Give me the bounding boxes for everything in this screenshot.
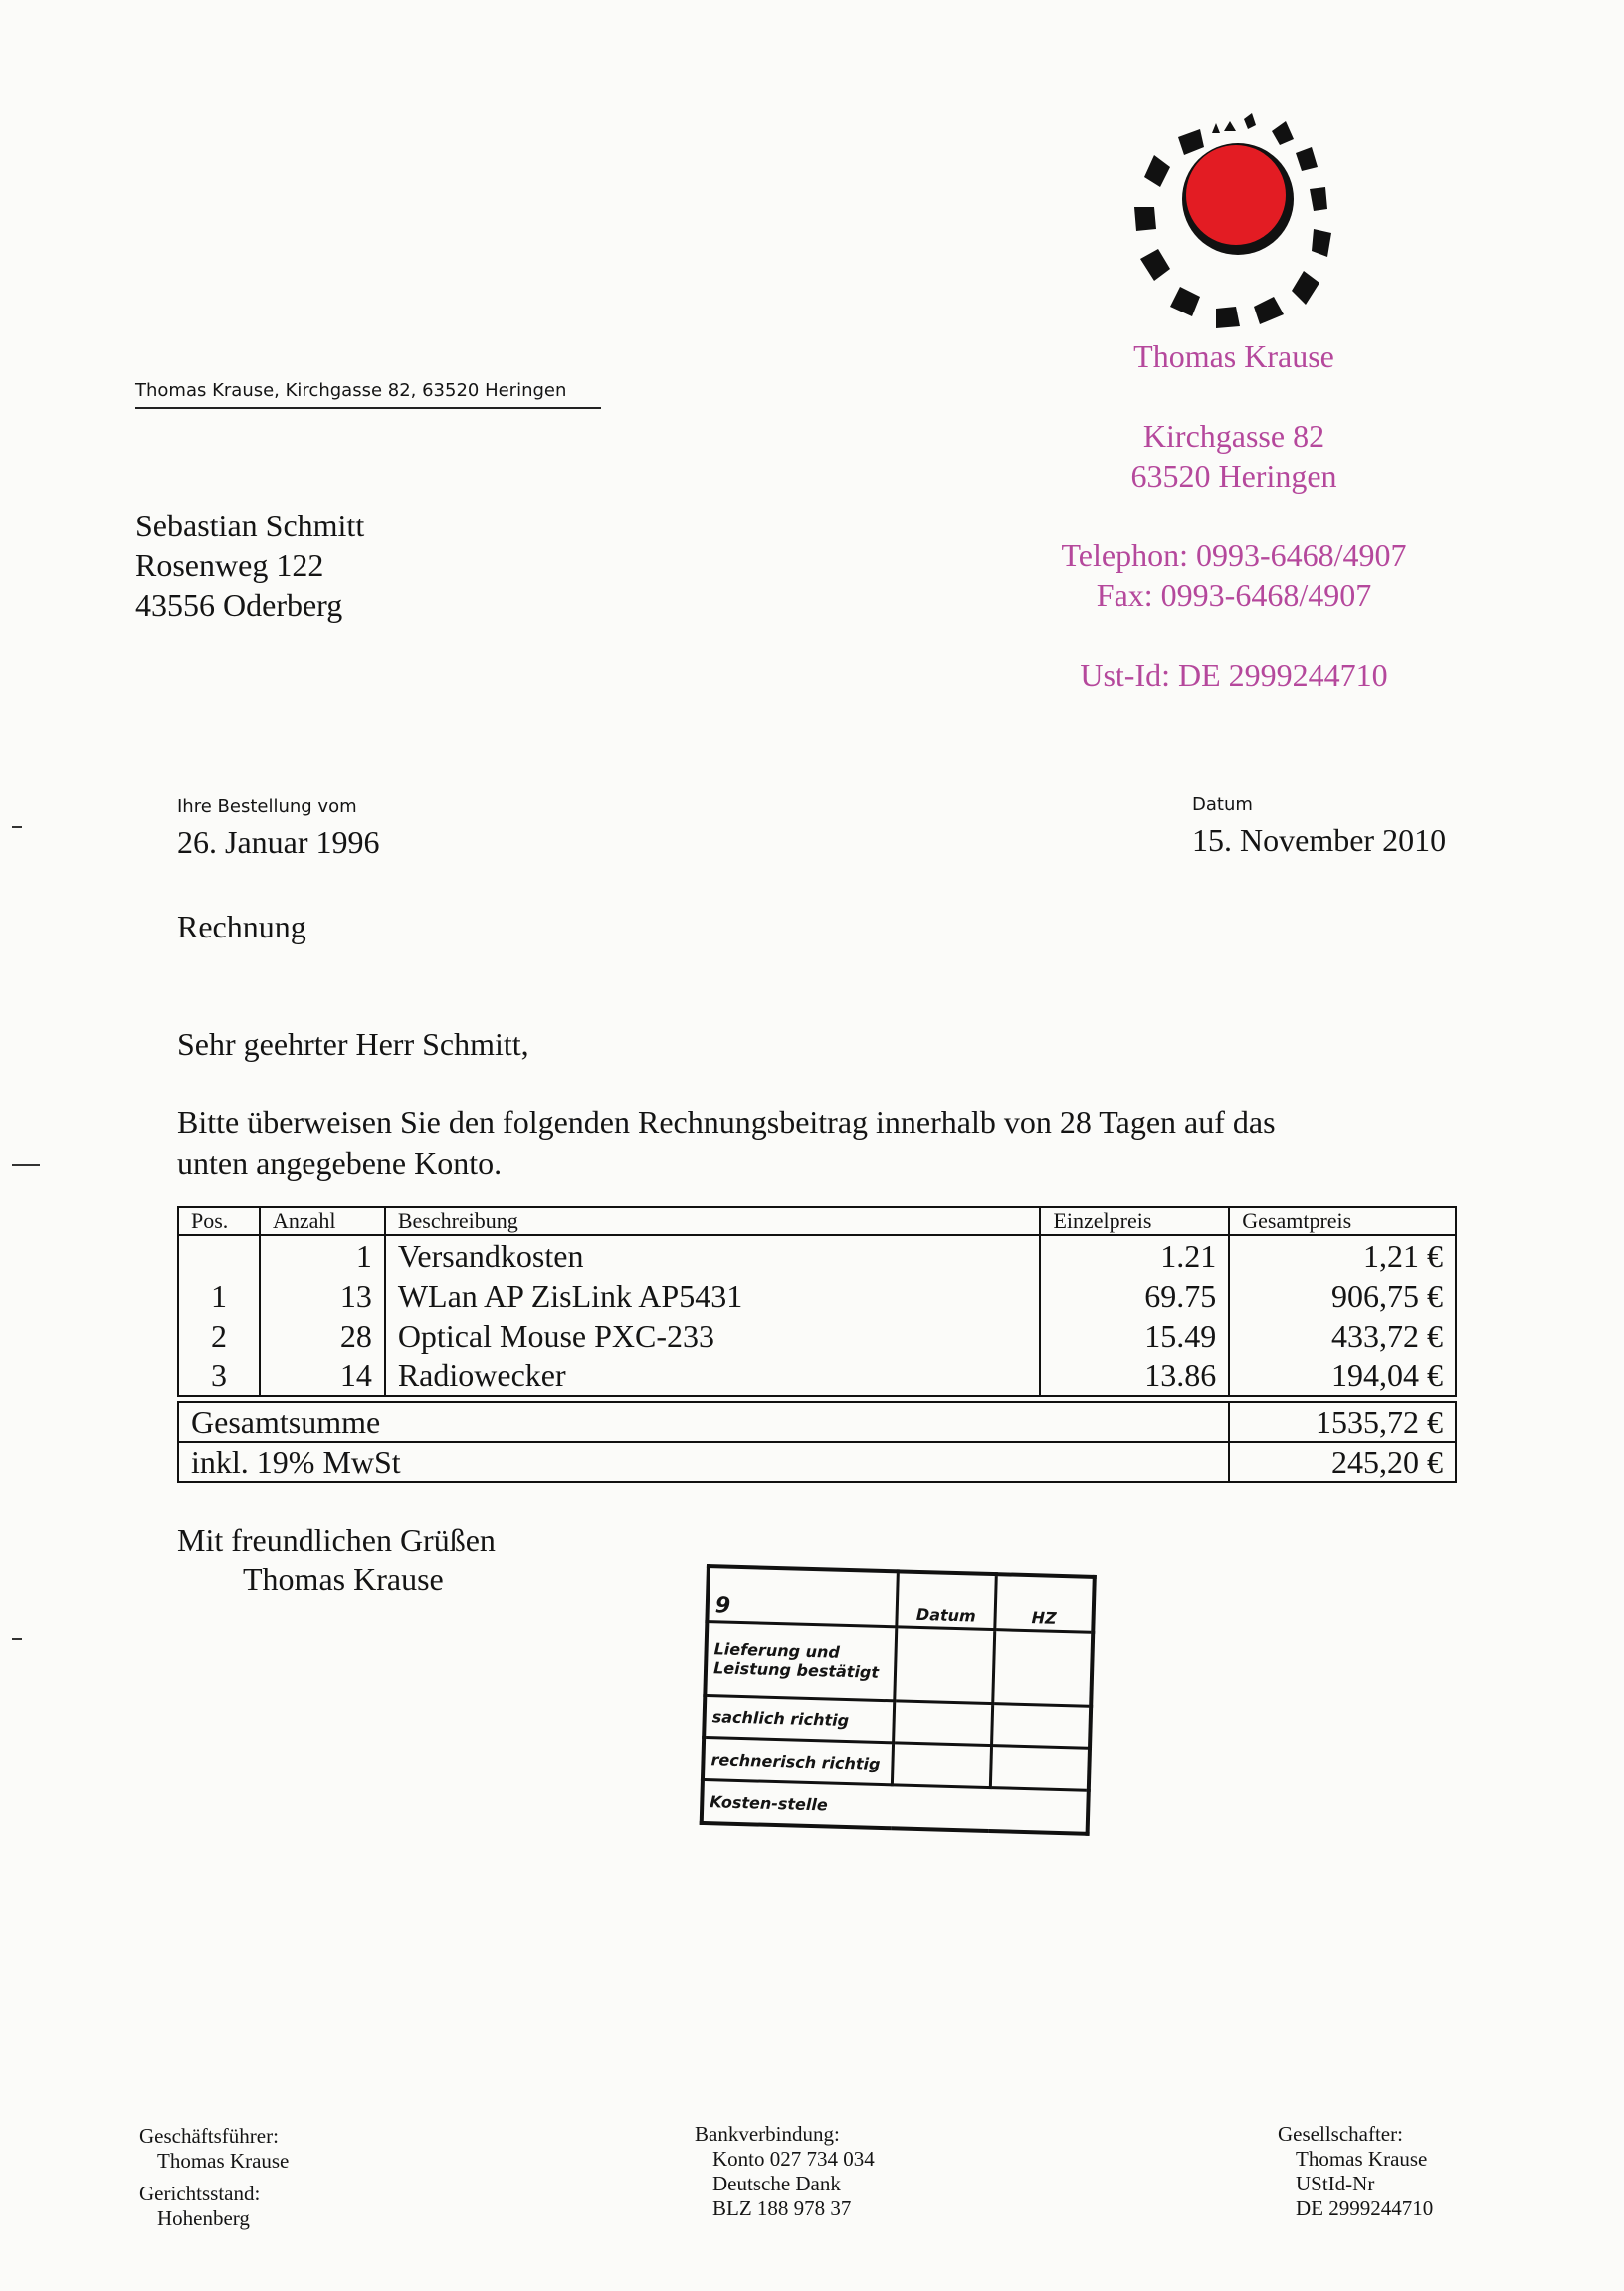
cell-desc: Optical Mouse PXC-233 — [385, 1316, 1041, 1355]
summary-table — [177, 1401, 1457, 1483]
footer-label: Gerichtsstand: — [139, 2182, 261, 2205]
stamp-col-date: Datum — [897, 1571, 996, 1629]
closing: Mit freundlichen Grüßen — [177, 1522, 496, 1558]
col-header-qty: Anzahl — [260, 1207, 385, 1235]
footer-label: Gesellschafter: — [1278, 2122, 1403, 2146]
footer-value: Hohenberg — [157, 2206, 250, 2230]
table-header-row — [178, 1207, 1456, 1235]
cell-unit: 15.49 — [1040, 1316, 1229, 1355]
total-row — [178, 1402, 1456, 1442]
sender-vat-id: Ust-Id: DE 2999244710 — [1080, 657, 1388, 693]
fold-mark-bottom — [12, 1638, 22, 1640]
signature: Thomas Krause — [243, 1562, 444, 1597]
footer-value: UStId-Nr — [1296, 2172, 1375, 2195]
recipient-street: Rosenweg 122 — [135, 547, 324, 583]
cell-pos: 1 — [178, 1276, 260, 1316]
footer-value: Konto 027 734 034 — [712, 2147, 875, 2171]
footer-value: BLZ 188 978 37 — [712, 2196, 852, 2220]
total-label: Gesamtsumme — [178, 1402, 1229, 1442]
stamp-cell — [895, 1627, 995, 1704]
cell-desc: Radiowecker — [385, 1355, 1041, 1396]
cell-pos: 2 — [178, 1316, 260, 1355]
return-address: Thomas Krause, Kirchgasse 82, 63520 Heringen — [135, 380, 601, 409]
cell-unit: 69.75 — [1040, 1276, 1229, 1316]
stamp-row-cost-center: Kosten-stelle — [702, 1780, 1089, 1834]
recipient-name: Sebastian Schmitt — [135, 508, 365, 543]
cell-pos: 3 — [178, 1355, 260, 1396]
stamp-row-delivery: Lieferung und Leistung bestätigt — [705, 1622, 897, 1701]
stamp-row — [705, 1622, 1093, 1707]
stamp-row-arithmetic: rechnerisch richtig — [703, 1738, 894, 1785]
stamp-cell — [893, 1743, 992, 1787]
table-row — [178, 1316, 1456, 1355]
stamp-cell — [991, 1703, 1091, 1748]
sender-city: 63520 Heringen — [1130, 458, 1337, 494]
body-line-2: unten angegebene Konto. — [177, 1146, 503, 1181]
table-row — [178, 1355, 1456, 1396]
cell-qty: 14 — [260, 1355, 385, 1396]
cell-total: 433,72 € — [1229, 1316, 1456, 1355]
footer-value: Deutsche Dank — [712, 2172, 841, 2195]
sender-name: Thomas Krause — [1133, 338, 1334, 374]
cell-desc: WLan AP ZisLink AP5431 — [385, 1276, 1041, 1316]
stamp-cell — [894, 1701, 993, 1746]
order-date: 26. Januar 1996 — [177, 824, 380, 860]
stamp-cell — [990, 1746, 1090, 1790]
date-label: Datum — [1192, 794, 1253, 815]
cell-qty: 1 — [260, 1235, 385, 1276]
cell-unit: 13.86 — [1040, 1355, 1229, 1396]
sender-telephone: Telephon: 0993-6468/4907 — [1061, 537, 1407, 573]
col-header-total: Gesamtpreis — [1229, 1207, 1456, 1235]
footer-value: Thomas Krause — [157, 2149, 290, 2173]
recipient-city: 43556 Oderberg — [135, 587, 343, 623]
stamp-number: 9 — [707, 1566, 898, 1627]
cell-total: 906,75 € — [1229, 1276, 1456, 1316]
date-value: 15. November 2010 — [1192, 822, 1447, 858]
vat-row — [178, 1442, 1456, 1482]
stamp-row-factual: sachlich richtig — [704, 1695, 895, 1743]
footer-label: Geschäftsführer: — [139, 2124, 279, 2148]
subject: Rechnung — [177, 909, 306, 944]
sender-fax: Fax: 0993-6468/4907 — [1096, 577, 1372, 613]
col-header-unit: Einzelpreis — [1040, 1207, 1229, 1235]
cell-unit: 1.21 — [1040, 1235, 1229, 1276]
footer-value: DE 2999244710 — [1296, 2196, 1434, 2220]
body-line-1: Bitte überweisen Sie den folgenden Rechnungsbeitrag innerhalb von 28 Tagen auf das — [177, 1104, 1276, 1140]
fold-mark-top — [12, 826, 22, 828]
cell-total: 1,21 € — [1229, 1235, 1456, 1276]
salutation: Sehr geehrter Herr Schmitt, — [177, 1026, 529, 1062]
total-value: 1535,72 € — [1229, 1402, 1456, 1442]
stamp-cell — [993, 1630, 1094, 1707]
table-row — [178, 1235, 1456, 1276]
footer-managing-director — [139, 2124, 289, 2231]
cell-pos — [178, 1235, 260, 1276]
footer-bank-details — [695, 2122, 875, 2221]
cell-qty: 13 — [260, 1276, 385, 1316]
cell-total: 194,04 € — [1229, 1355, 1456, 1396]
order-label: Ihre Bestellung vom — [177, 796, 357, 817]
vat-value: 245,20 € — [1229, 1442, 1456, 1482]
footer-shareholder — [1278, 2122, 1433, 2221]
stamp-col-hz: HZ — [995, 1574, 1095, 1632]
cell-qty: 28 — [260, 1316, 385, 1355]
col-header-desc: Beschreibung — [385, 1207, 1041, 1235]
recipient-block — [135, 506, 364, 625]
approval-stamp — [700, 1564, 1097, 1836]
cell-desc: Versandkosten — [385, 1235, 1041, 1276]
fold-mark-middle — [12, 1164, 40, 1166]
footer-label: Bankverbindung: — [695, 2122, 840, 2146]
footer-value: Thomas Krause — [1296, 2147, 1428, 2171]
invoice-table — [177, 1206, 1457, 1397]
table-row — [178, 1276, 1456, 1316]
col-header-pos: Pos. — [178, 1207, 260, 1235]
sender-street: Kirchgasse 82 — [1142, 418, 1325, 454]
vat-label: inkl. 19% MwSt — [178, 1442, 1229, 1482]
gear-logo-icon — [1124, 111, 1353, 340]
